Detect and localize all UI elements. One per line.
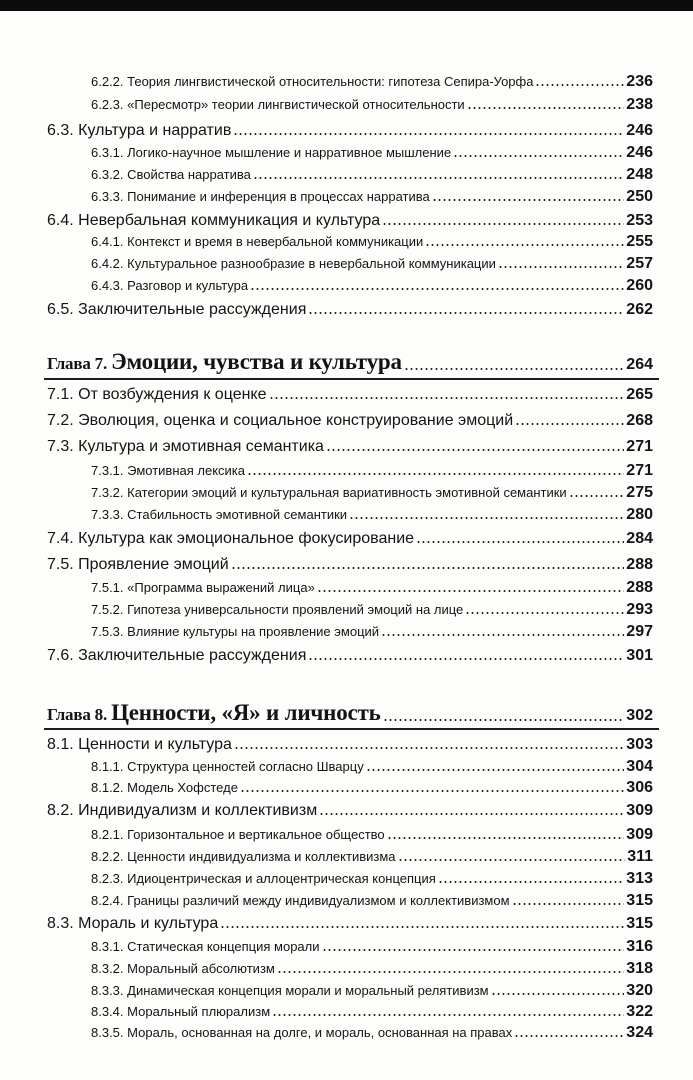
toc-entry-7-3-2[interactable]	[91, 484, 653, 502]
toc-entry-8-3-4[interactable]	[91, 1003, 653, 1021]
dot-leader	[465, 602, 624, 615]
dot-leader	[253, 167, 624, 180]
toc-entry-8-1-1[interactable]	[91, 758, 653, 776]
page-number: 236	[626, 73, 653, 90]
page-number: 293	[626, 601, 653, 618]
toc-entry-6-3-2[interactable]	[91, 166, 653, 184]
entry-title: 6.4.3. Разговор и культура	[91, 278, 249, 293]
toc-entry-7-4[interactable]	[47, 530, 653, 548]
dot-leader	[515, 410, 624, 426]
page-number: 248	[626, 166, 653, 183]
page-number: 288	[626, 556, 653, 573]
toc-entry-7-5[interactable]	[47, 556, 653, 574]
page-number: 260	[626, 277, 653, 294]
page-number: 302	[626, 707, 653, 724]
toc-entry-6-3-1[interactable]	[91, 144, 653, 162]
page-number: 311	[627, 848, 653, 865]
page-number: 304	[626, 758, 653, 775]
dot-leader	[234, 734, 624, 750]
toc-entry-8-1[interactable]	[47, 736, 653, 754]
page-number: 257	[626, 255, 653, 272]
page-number: 238	[626, 96, 653, 113]
page-number: 284	[626, 530, 653, 547]
toc-entry-7-1[interactable]	[47, 386, 653, 404]
entry-title: 8.2.2. Ценности индивидуализма и коллективизма	[91, 849, 396, 864]
dot-leader	[387, 827, 625, 840]
toc-entry-6-2-3[interactable]	[91, 96, 653, 114]
dot-leader	[569, 485, 625, 498]
chapter-8-rule	[44, 728, 659, 730]
toc-entry-6-4[interactable]	[47, 212, 653, 230]
entry-title: 8.3.1. Статическая концепция морали	[91, 939, 320, 954]
dot-leader	[514, 1025, 624, 1038]
toc-entry-7-6[interactable]	[47, 647, 653, 665]
page-number: 271	[626, 462, 653, 479]
toc-entry-6-2-2[interactable]	[91, 73, 653, 91]
entry-title: 8.3. Мораль и культура	[47, 915, 219, 932]
toc-entry-6-5[interactable]	[47, 301, 653, 319]
chapter-7-rule	[44, 378, 659, 380]
entry-title: 8.3.2. Моральный абсолютизм	[91, 961, 275, 976]
page-number: 297	[626, 623, 653, 640]
dot-leader	[322, 939, 625, 952]
toc-entry-8-2[interactable]	[47, 802, 653, 820]
page-number: 288	[626, 579, 653, 596]
page-number: 303	[626, 736, 653, 753]
toc-entry-8-2-3[interactable]	[91, 870, 653, 888]
entry-title: 8.3.5. Мораль, основанная на долге, и мораль, основанная на правах	[91, 1025, 513, 1040]
dot-leader	[512, 893, 625, 906]
entry-title: 7.6. Заключительные рассуждения	[47, 647, 307, 664]
dot-leader	[319, 800, 624, 816]
page-number: 265	[626, 386, 653, 403]
page-number: 322	[626, 1003, 653, 1020]
entry-title: 8.3.3. Динамическая концепция морали и моральный релятивизм	[91, 983, 489, 998]
entry-title: 7.3. Культура и эмотивная семантика	[47, 438, 324, 455]
page-number: 309	[626, 802, 653, 819]
toc-entry-8-3-2[interactable]	[91, 960, 653, 978]
toc-entry-7-3-1[interactable]	[91, 462, 653, 480]
page-number: 324	[626, 1024, 653, 1041]
entry-title: 7.5.1. «Программа выражений лица»	[91, 580, 315, 595]
dot-leader	[432, 189, 625, 202]
dot-leader	[383, 706, 625, 722]
chapter-title	[47, 700, 381, 726]
toc-entry-6-4-1[interactable]	[91, 233, 653, 251]
toc-entry-6-3-3[interactable]	[91, 188, 653, 206]
entry-title: 6.4. Невербальная коммуникация и культура	[47, 212, 381, 229]
page-number: 246	[626, 144, 653, 161]
entry-title: 7.3.3. Стабильность эмотивной семантики	[91, 507, 348, 522]
page-number: 301	[626, 647, 653, 664]
dot-leader	[308, 299, 624, 315]
dot-leader	[491, 983, 625, 996]
page-number: 271	[626, 438, 653, 455]
entry-title: 7.4. Культура как эмоциональное фокусирование	[47, 530, 415, 547]
dot-leader	[308, 645, 624, 661]
dot-leader	[382, 210, 624, 226]
toc-entry-8-3-3[interactable]	[91, 982, 653, 1000]
dot-leader	[272, 1004, 624, 1017]
dot-leader	[425, 234, 624, 247]
page-number: 264	[626, 356, 653, 373]
toc-entry-7-5-1[interactable]	[91, 579, 653, 597]
dot-leader	[277, 961, 624, 974]
entry-title: 8.1.1. Структура ценностей согласно Шварцу	[91, 759, 364, 774]
entry-title: 8.1. Ценности и культура	[47, 736, 232, 753]
toc-entry-8-3-1[interactable]	[91, 938, 653, 956]
toc-entry-7-5-3[interactable]	[91, 623, 653, 641]
dot-leader	[231, 554, 625, 570]
entry-title: 6.3.2. Свойства нарратива	[91, 167, 251, 182]
chapter-7-heading[interactable]	[47, 349, 653, 375]
page-number: 275	[626, 484, 653, 501]
chapter-name: Ценности, «Я» и личность	[111, 700, 381, 725]
entry-title: 6.5. Заключительные рассуждения	[47, 301, 307, 318]
toc-entry-7-5-2[interactable]	[91, 601, 653, 619]
page-number: 253	[626, 212, 653, 229]
dot-leader	[240, 780, 624, 793]
toc-entry-8-2-4[interactable]	[91, 892, 653, 910]
page-number: 306	[626, 779, 653, 796]
page-number: 280	[626, 506, 653, 523]
toc-entry-8-1-2[interactable]	[91, 779, 653, 797]
dot-leader	[317, 580, 625, 593]
page-number: 255	[626, 233, 653, 250]
entry-title: 6.3.1. Логико-научное мышление и нарративное мышление	[91, 145, 452, 160]
toc-entry-8-2-2[interactable]	[91, 848, 653, 866]
dot-leader	[398, 849, 626, 862]
dot-leader	[498, 256, 624, 269]
entry-title: 6.2.3. «Пересмотр» теории лингвистической относительности	[91, 97, 465, 112]
dot-leader	[453, 145, 624, 158]
entry-title: 7.3.1. Эмотивная лексика	[91, 463, 246, 478]
toc-entry-7-2[interactable]	[47, 412, 653, 430]
toc-entry-8-3-5[interactable]	[91, 1024, 653, 1042]
entry-title: 6.4.1. Контекст и время в невербальной коммуникации	[91, 234, 424, 249]
dot-leader	[269, 384, 625, 400]
dot-leader	[467, 97, 625, 110]
page-number: 246	[626, 122, 653, 139]
dot-leader	[404, 355, 625, 371]
dot-leader	[438, 871, 625, 884]
dot-leader	[250, 278, 624, 291]
toc-entry-8-2-1[interactable]	[91, 826, 653, 844]
dot-leader	[220, 913, 624, 929]
page-number: 268	[626, 412, 653, 429]
entry-title: 8.1.2. Модель Хофстеде	[91, 780, 238, 795]
page-number: 315	[626, 892, 653, 909]
entry-title: 6.3. Культура и нарратив	[47, 122, 232, 139]
dot-leader	[366, 759, 625, 772]
entry-title: 6.2.2. Теория лингвистической относительности: гипотеза Сепира-Уорфа	[91, 74, 534, 89]
dot-leader	[233, 120, 624, 136]
dot-leader	[326, 436, 624, 452]
page-number: 313	[626, 870, 653, 887]
toc-entry-6-4-3[interactable]	[91, 277, 653, 295]
entry-title: 7.5.2. Гипотеза универсальности проявлений эмоций на лице	[91, 602, 464, 617]
page-number: 318	[626, 960, 653, 977]
dot-leader	[247, 463, 624, 476]
chapter-8-heading[interactable]	[47, 700, 653, 726]
entry-title: 7.5.3. Влияние культуры на проявление эмоций	[91, 624, 380, 639]
dot-leader	[416, 528, 624, 544]
dot-leader	[349, 507, 624, 520]
chapter-prefix: Глава 7.	[47, 354, 108, 373]
entry-title: 7.3.2. Категории эмоций и культуральная вариативность эмотивной семантики	[91, 485, 567, 500]
toc-entry-7-3-3[interactable]	[91, 506, 653, 524]
entry-title: 8.2. Индивидуализм и коллективизм	[47, 802, 318, 819]
page-number: 315	[626, 915, 653, 932]
page-number: 309	[626, 826, 653, 843]
page-number: 320	[626, 982, 653, 999]
entry-title: 6.3.3. Понимание и инференция в процессах нарратива	[91, 189, 430, 204]
page-number: 262	[626, 301, 653, 318]
entry-title: 8.2.4. Границы различий между индивидуализмом и коллективизмом	[91, 893, 510, 908]
entry-title: 7.1. От возбуждения к оценке	[47, 386, 267, 403]
chapter-name: Эмоции, чувства и культура	[111, 349, 402, 374]
entry-title: 7.2. Эволюция, оценка и социальное конструирование эмоций	[47, 412, 514, 429]
entry-title: 8.2.1. Горизонтальное и вертикальное общество	[91, 827, 385, 842]
page-number: 250	[626, 188, 653, 205]
chapter-title	[47, 349, 402, 375]
toc-entry-7-3[interactable]	[47, 438, 653, 456]
entry-title: 6.4.2. Культуральное разнообразие в невербальной коммуникации	[91, 256, 496, 271]
dot-leader	[381, 624, 624, 637]
entry-title: 8.3.4. Моральный плюрализм	[91, 1004, 271, 1019]
entry-title: 8.2.3. Идиоцентрическая и аллоцентрическая концепция	[91, 871, 436, 886]
page-number: 316	[626, 938, 653, 955]
chapter-prefix: Глава 8.	[47, 705, 108, 724]
toc-entry-8-3[interactable]	[47, 915, 653, 933]
toc-entry-6-4-2[interactable]	[91, 255, 653, 273]
toc-entry-6-3[interactable]	[47, 122, 653, 140]
entry-title: 7.5. Проявление эмоций	[47, 556, 229, 573]
dot-leader	[535, 74, 624, 87]
